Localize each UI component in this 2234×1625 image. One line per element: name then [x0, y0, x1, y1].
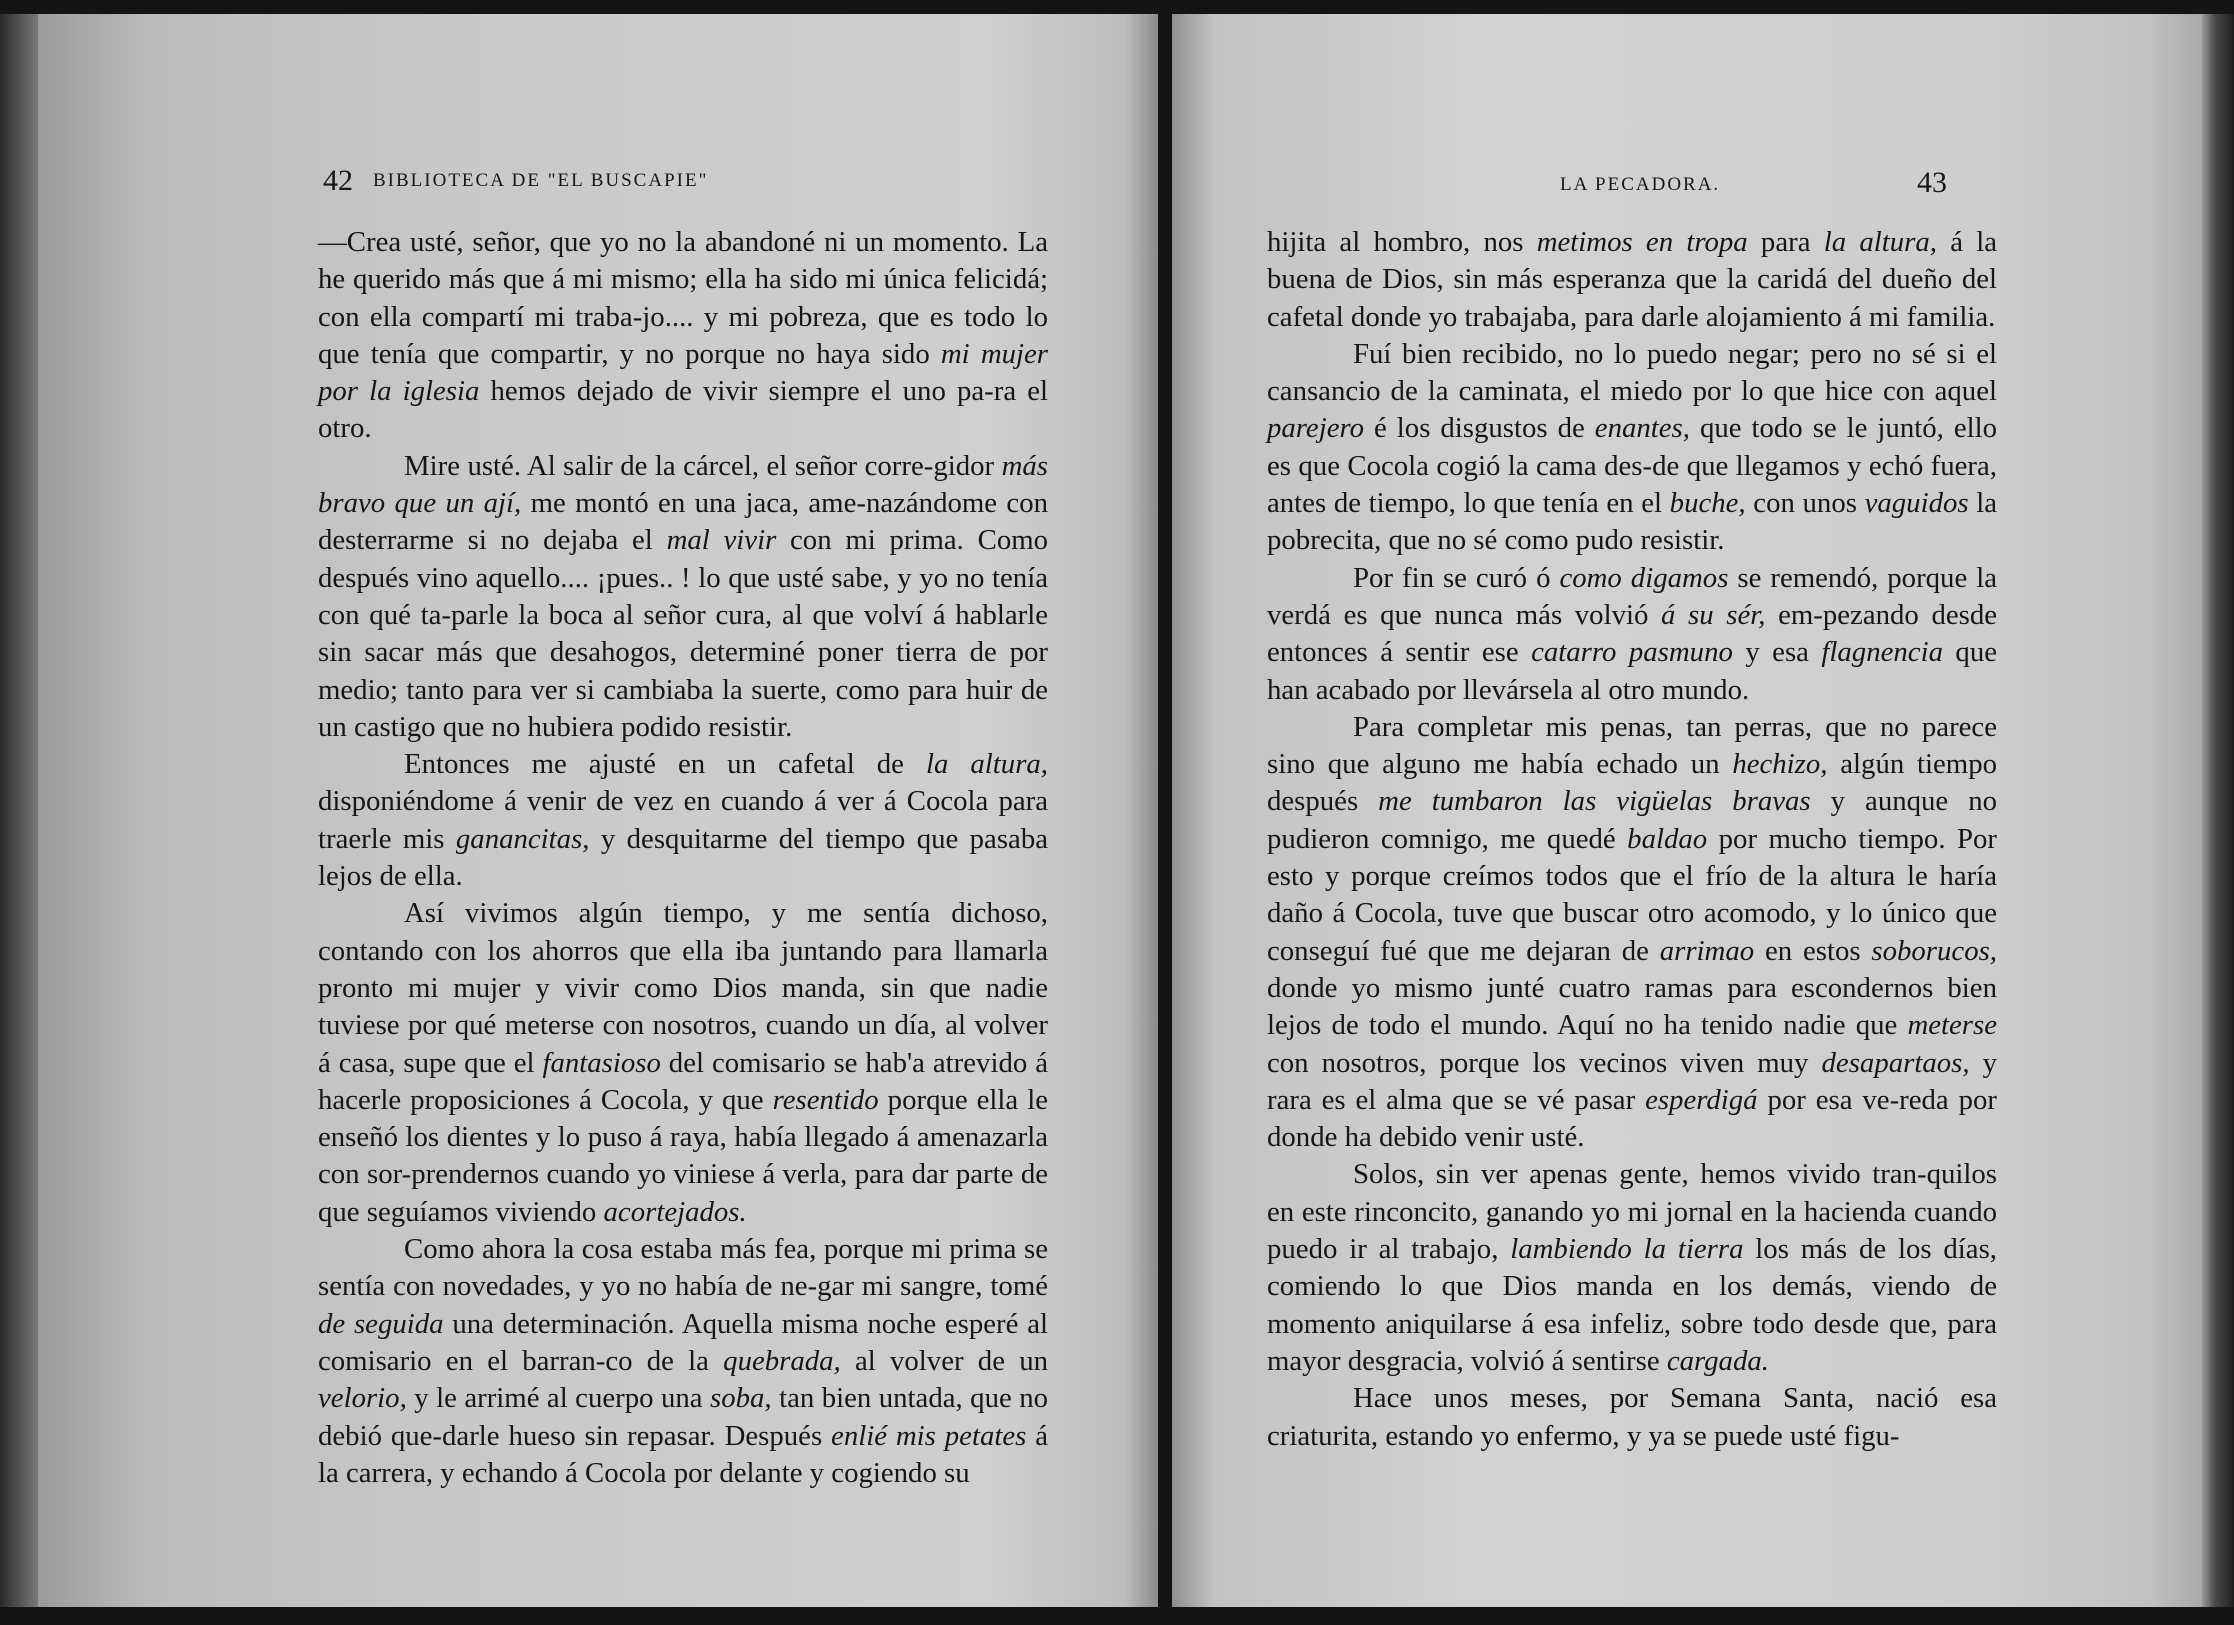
italic-run: velorio, — [318, 1382, 407, 1415]
italic-run: metimos en tropa — [1536, 226, 1748, 258]
left-page-header — [323, 164, 1098, 208]
italic-run: mi mujer por la iglesia — [318, 337, 1048, 408]
text-run: por esa ve-reda por donde ha debido venir usté. — [1267, 1083, 1997, 1154]
italic-run: como digamos — [1559, 561, 1729, 594]
italic-run: soborucos, — [1871, 934, 1997, 967]
paragraph — [1267, 560, 1997, 709]
text-run: por mucho tiempo. Por esto y porque creímos todos que el frío de la altura le haría daño á Cocola, tuve que buscar otro acomodo, y lo único que conseguí fué que me dejaran de — [1267, 822, 1997, 967]
italic-run: enantes, — [1594, 412, 1690, 445]
italic-run: vaguidos — [1864, 487, 1969, 520]
italic-run: la altura, — [925, 748, 1048, 781]
paragraph — [1267, 1380, 1997, 1455]
text-run: Solos, sin ver apenas gente, hemos vivido tran-quilos en este rinconcito, ganando yo mi jornal en la hacienda cuando puedo ir al trabajo, — [1267, 1158, 1997, 1266]
italic-run: buche, — [1669, 487, 1746, 520]
page-number: 42 — [323, 164, 353, 197]
text-run: Hace unos meses, por Semana Santa, nació esa criaturita, estando yo enfermo, y ya se puede usté figu- — [1267, 1382, 1997, 1452]
text-run: hijita al hombro, nos — [1267, 226, 1537, 258]
text-run: tan bien untada, que no debió que-darle hueso sin repasar. Después — [318, 1382, 1048, 1452]
right-book-edge — [2202, 14, 2234, 1607]
text-run: y aunque no pudieron comnigo, me quedé — [1267, 785, 1997, 855]
text-run: Así vivimos algún tiempo, y me sentía dichoso, contando con los ahorros que ella iba juntando para llamarla pronto mi mujer y vivir como Dios manda, sin que nadie tuviese por qué meterse con nosotros, cuando un día, al volver á casa, supe que el — [318, 897, 1048, 1079]
paragraph — [318, 448, 1048, 746]
italic-run: baldao — [1627, 822, 1708, 855]
text-run: Como ahora la cosa estaba más fea, porque mi prima se sentía con novedades, y yo no había de ne-gar mi sangre, tomé — [318, 1233, 1048, 1303]
text-run: del comisario se hab'a atrevido á hacerle proposiciones á Cocola, y que — [318, 1046, 1048, 1116]
italic-run: flagnencia — [1821, 636, 1943, 669]
italic-run: más bravo que un ají, — [318, 449, 1048, 520]
italic-run: desapartaos, — [1821, 1046, 1970, 1079]
text-run: y le arrimé al cuerpo una — [406, 1382, 711, 1415]
text-run: —Crea usté, señor, que yo no la abandoné ni un momento. La he querido más que á mi mismo; ella ha sido mi única felicidá; con ella compartí mi traba-jo.... y mi pobreza, que es todo lo que tenía que compartir, y no porque no haya sido — [318, 226, 1048, 370]
text-run: en estos — [1754, 934, 1872, 967]
italic-run: meterse — [1907, 1009, 1997, 1042]
italic-run: á su sér, — [1661, 598, 1766, 631]
italic-run: lambiendo la tierra — [1510, 1233, 1744, 1266]
text-run: los más de los días, comiendo lo que Dios manda en los demás, viendo de momento aniquilarse á esa infeliz, sobre todo desde que, para mayor desgracia, volvió á sentirse — [1267, 1233, 1997, 1377]
text-run: donde yo mismo junté cuatro ramas para escondernos bien lejos de todo el mundo. Aquí no ha tenido nadie que — [1267, 971, 1997, 1042]
left-page-text — [318, 224, 1048, 1492]
page-number: 43 — [1917, 166, 1947, 199]
italic-run: mal vivir — [666, 524, 777, 557]
text-run: é los disgustos de — [1364, 412, 1595, 445]
text-run: disponiéndome á venir de vez en cuando á ver á Cocola para traerle mis — [318, 785, 1048, 855]
right-page-header — [1172, 164, 2202, 208]
italic-run: parejero — [1267, 412, 1365, 445]
running-head: LA PECADORA. — [1560, 174, 1721, 195]
text-run: y esa — [1732, 636, 1822, 669]
paragraph — [318, 746, 1048, 895]
paragraph — [318, 224, 1048, 448]
text-run: Para completar mis penas, tan perras, que no parece sino que alguno me había echado un — [1267, 710, 1997, 781]
text-run: Fuí bien recibido, no lo puedo negar; pero no sé si el cansancio de la caminata, el miedo por lo que hice con aquel — [1267, 337, 1997, 408]
text-run: con unos — [1745, 487, 1865, 520]
italic-run: la altura, — [1823, 226, 1937, 258]
paragraph — [1267, 1156, 1997, 1380]
italic-run: catarro pasmuno — [1531, 636, 1733, 669]
italic-run: ganancitas, — [455, 822, 590, 855]
right-page — [1172, 14, 2202, 1607]
paragraph — [1267, 336, 1997, 560]
italic-run: quebrada, — [723, 1344, 841, 1377]
text-run: porque ella le enseñó los dientes y lo puso á raya, había llegado á amenazarla con sor-prendernos cuando yo viniese á verla, para dar parte de que seguíamos viviendo — [318, 1083, 1048, 1228]
text-run: y desquitarme del tiempo que pasaba lejos de ella. — [318, 822, 1049, 893]
italic-run: cargada. — [1666, 1344, 1769, 1377]
italic-run: acortejados. — [603, 1195, 747, 1228]
text-run: y rara es el alma que se vé pasar — [1267, 1046, 1997, 1116]
text-run: una determinación. Aquella misma noche esperé al comisario en el barran-co de la — [318, 1307, 1048, 1377]
italic-run: hechizo, — [1732, 748, 1828, 781]
text-run: Por fin se curó ó — [1353, 561, 1560, 594]
text-run: á la carrera, y echando á Cocola por delante y cogiendo su — [318, 1419, 1048, 1489]
left-book-shadow — [0, 14, 38, 1607]
italic-run: me tumbaron las vigüelas bravas — [1378, 785, 1811, 818]
text-run: que todo se le juntó, ello es que Cocola cogió la cama des-de que llegamos y echó fuera, antes de tiempo, lo que tenía en el — [1267, 412, 1998, 520]
text-run: con mi prima. Como después vino aquello.... ¡pues.. ! lo que usté sabe, y yo no tenía con qué ta-parle la boca al señor cura, al que volví á hablarle sin sacar más que desahogos, determiné poner tierra de por medio; tanto para ver si cambiaba la suerte, como para huir de un castigo que no hubiera podido resistir. — [318, 524, 1049, 743]
italic-run: resentido — [772, 1083, 879, 1116]
text-run: la pobrecita, que no sé como pudo resistir. — [1267, 487, 1998, 557]
text-run: algún tiempo después — [1267, 748, 1998, 818]
right-page-text — [1267, 224, 1997, 1455]
text-run: con nosotros, porque los vecinos viven muy — [1267, 1046, 1822, 1079]
text-run: á la buena de Dios, sin más esperanza que la caridá del dueño del cafetal donde yo trabajaba, para darle alojamiento á mi familia. — [1267, 226, 1998, 333]
running-head: BIBLIOTECA DE "EL BUSCAPIE" — [373, 170, 709, 191]
paragraph — [318, 1231, 1048, 1492]
text-run: Entonces me ajusté en un cafetal de — [404, 748, 926, 781]
paragraph — [318, 895, 1048, 1231]
text-run: hemos dejado de vivir siempre el uno pa-ra el otro. — [318, 375, 1048, 445]
italic-run: arrimao — [1659, 934, 1755, 967]
text-run: para — [1747, 226, 1824, 258]
text-run: que han acabado por llevársela al otro mundo. — [1267, 636, 1997, 706]
italic-run: enlié mis petates — [831, 1419, 1027, 1452]
left-page — [38, 14, 1158, 1607]
paragraph — [1267, 709, 1997, 1157]
italic-run: esperdigá — [1645, 1083, 1758, 1116]
paragraph — [1267, 224, 1997, 336]
italic-run: de seguida — [318, 1307, 444, 1340]
text-run: al volver de un — [840, 1344, 1048, 1377]
text-run: me montó en una jaca, ame-nazándome con desterrarme si no dejaba el — [318, 487, 1048, 557]
text-run: Mire usté. Al salir de la cárcel, el señor corre-gidor — [404, 449, 1002, 482]
italic-run: fantasioso — [542, 1046, 661, 1079]
text-run: se remendó, porque la verdá es que nunca más volvió — [1267, 561, 1998, 631]
text-run: em-pezando desde entonces á sentir ese — [1267, 598, 1998, 669]
italic-run: soba, — [710, 1382, 772, 1415]
